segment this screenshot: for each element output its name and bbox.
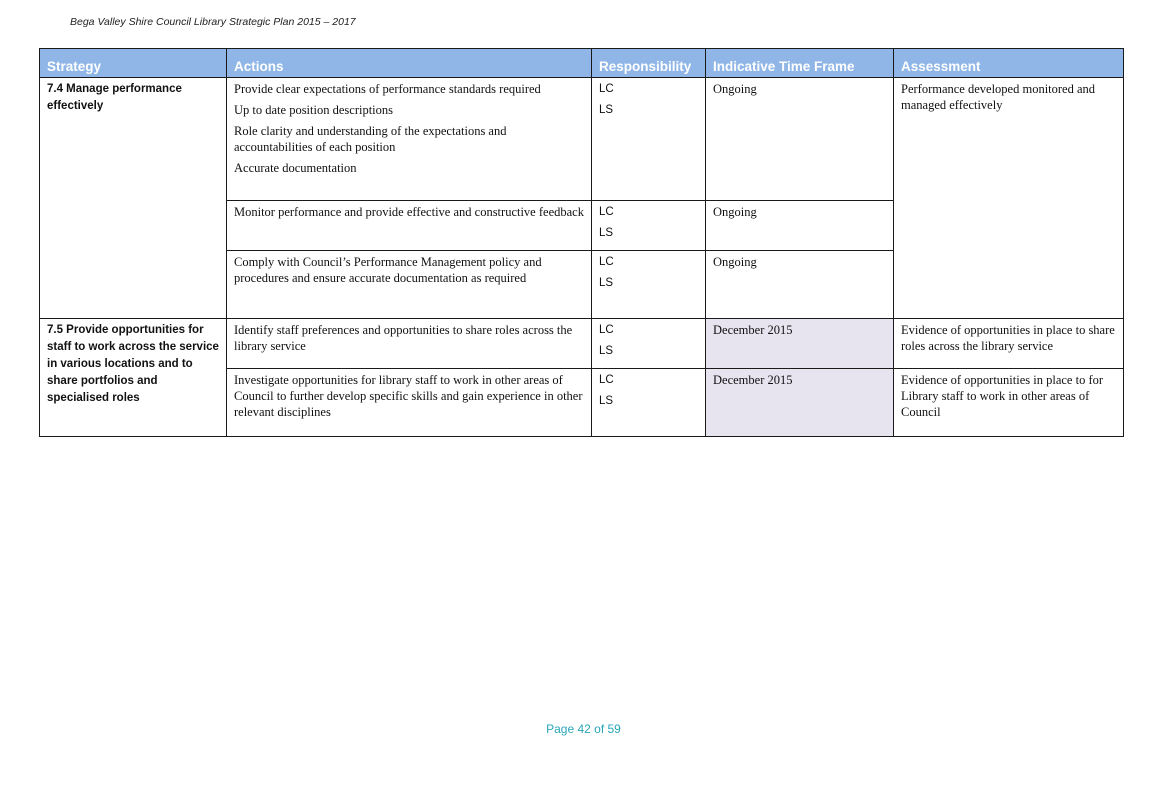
responsibility-code: LS (599, 104, 614, 116)
time-frame-cell: Ongoing (706, 201, 894, 251)
time-frame-cell: Ongoing (706, 78, 894, 201)
column-header-actions: Actions (227, 49, 592, 78)
action-item: Investigate opportunities for library staff to work in other areas of Council to further develop specific skills and gain experience in other relevant disciplines (234, 373, 583, 419)
responsibility-cell (592, 251, 706, 319)
action-item: Provide clear expectations of performance standards required (234, 82, 541, 96)
column-header-responsibility: Responsibility (592, 49, 706, 78)
responsibility-code: LS (599, 345, 614, 357)
responsibility-code: LC (599, 374, 614, 386)
responsibility-code: LS (599, 395, 614, 407)
table-row (40, 319, 1124, 369)
action-item: Comply with Council’s Performance Management policy and procedures and ensure accurate documentation as required (234, 255, 542, 285)
responsibility-code: LC (599, 83, 614, 95)
table-header-row (40, 49, 1124, 78)
actions-cell (227, 369, 592, 437)
responsibility-code: LS (599, 227, 614, 239)
responsibility-code: LC (599, 324, 614, 336)
responsibility-cell (592, 319, 706, 369)
action-item: Role clarity and understanding of the expectations and accountabilities of each position (234, 124, 507, 154)
responsibility-cell (592, 369, 706, 437)
actions-cell (227, 251, 592, 319)
responsibility-cell (592, 78, 706, 201)
responsibility-code: LC (599, 256, 614, 268)
action-item: Accurate documentation (234, 161, 357, 175)
time-frame-cell: December 2015 (706, 319, 894, 369)
actions-cell (227, 319, 592, 369)
responsibility-code: LC (599, 206, 614, 218)
actions-cell (227, 78, 592, 201)
action-item: Monitor performance and provide effective and constructive feedback (234, 205, 584, 219)
responsibility-cell (592, 201, 706, 251)
actions-cell (227, 201, 592, 251)
action-item: Up to date position descriptions (234, 103, 394, 117)
column-header-assessment: Assessment (894, 49, 1124, 78)
column-header-strategy: Strategy (40, 49, 227, 78)
responsibility-code: LS (599, 277, 614, 289)
strategy-cell: 7.4 Manage performance effectively (40, 78, 227, 319)
time-frame-cell: Ongoing (706, 251, 894, 319)
assessment-cell: Evidence of opportunities in place to share roles across the library service (894, 319, 1124, 369)
action-item: Identify staff preferences and opportunities to share roles across the library service (234, 323, 573, 353)
column-header-time-frame: Indicative Time Frame (706, 49, 894, 78)
strategy-cell: 7.5 Provide opportunities for staff to work across the service in various locations and to share portfolios and specialised roles (40, 319, 227, 437)
strategy-table (39, 48, 1124, 437)
table-row (40, 78, 1124, 201)
running-header: Bega Valley Shire Council Library Strategic Plan 2015 – 2017 (70, 16, 356, 28)
time-frame-cell: December 2015 (706, 369, 894, 437)
page-number: Page 42 of 59 (546, 722, 621, 736)
assessment-cell: Performance developed monitored and managed effectively (894, 78, 1124, 319)
assessment-cell: Evidence of opportunities in place to for Library staff to work in other areas of Council (894, 369, 1124, 437)
